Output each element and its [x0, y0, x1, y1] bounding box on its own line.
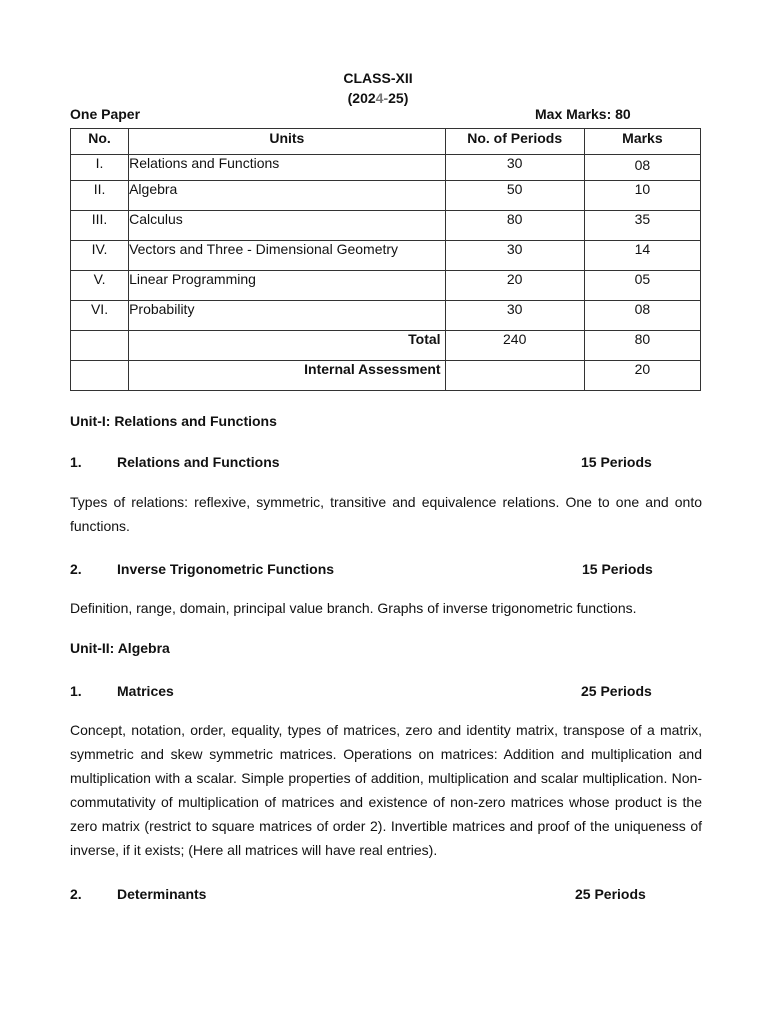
unit1-topic2-periods: 15 Periods [582, 561, 653, 577]
unit2-topic1-body: Concept, notation, order, equality, types of matrices, zero and identity matrix, transpose of a matrix, symmetric and skew symmetric matrices. Operations on matrices: Addition and multiplication and multiplication with a scalar. Simple properties of addition, multiplication and scalar multiplication. Non-commutativity of multiplication of matrices and existence of non-zero matrices whose product is the zero matrix (restrict to square matrices of order 2). Invertible matrices and proof of the uniqueness of inverse, if it exists; (Here all matrices will have real entries). [70, 722, 702, 858]
unit1-topic1-title: Relations and Functions [117, 454, 280, 470]
unit2-topic1-periods: 25 Periods [581, 683, 652, 699]
row-periods: 20 [445, 271, 584, 301]
row-periods: 30 [445, 155, 584, 181]
row-no: IV. [71, 241, 129, 271]
total-no [71, 331, 129, 361]
row-periods: 30 [445, 301, 584, 331]
row-marks: 08 [584, 301, 700, 331]
session-year-close: 25) [388, 90, 409, 106]
unit1-topic2-body: Definition, range, domain, principal value branch. Graphs of inverse trigonometric functions. [70, 600, 637, 616]
row-no: V. [71, 271, 129, 301]
internal-no [71, 361, 129, 391]
row-periods: 30 [445, 241, 584, 271]
row-periods: 80 [445, 211, 584, 241]
row-marks: 08 [584, 155, 700, 181]
header-marks: Marks [584, 129, 700, 155]
row-unit: Probability [129, 301, 446, 331]
total-periods: 240 [445, 331, 584, 361]
row-no: II. [71, 181, 129, 211]
unit2-topic2-number: 2. [70, 886, 82, 902]
unit2-topic2-periods: 25 Periods [575, 886, 646, 902]
total-row [71, 331, 701, 361]
row-periods: 50 [445, 181, 584, 211]
internal-periods [445, 361, 584, 391]
unit1-topic1-body: Types of relations: reflexive, symmetric, transitive and equivalence relations. One to one and onto functions. [70, 494, 702, 534]
unit2-topic2-title: Determinants [117, 886, 207, 902]
unit1-topic1-periods: 15 Periods [581, 454, 652, 470]
session-year-mid: 4- [375, 90, 389, 106]
class-title: CLASS-XII [343, 70, 413, 86]
unit-marks-table [70, 128, 701, 391]
table-row [71, 181, 701, 211]
row-no: VI. [71, 301, 129, 331]
row-unit: Relations and Functions [129, 155, 446, 181]
unit1-topic1-number: 1. [70, 454, 82, 470]
unit1-topic2-number: 2. [70, 561, 82, 577]
header-no: No. [71, 129, 129, 155]
internal-marks: 20 [584, 361, 700, 391]
unit1-heading: Unit-I: Relations and Functions [70, 413, 277, 429]
row-unit: Vectors and Three - Dimensional Geometry [129, 241, 446, 271]
row-no: III. [71, 211, 129, 241]
table-row [71, 241, 701, 271]
total-marks: 80 [584, 331, 700, 361]
internal-label: Internal Assessment [129, 361, 446, 391]
table-row [71, 301, 701, 331]
table-row [71, 271, 701, 301]
session-year [0, 90, 756, 106]
row-marks: 14 [584, 241, 700, 271]
row-no: I. [71, 155, 129, 181]
unit2-topic1-number: 1. [70, 683, 82, 699]
header-units: Units [129, 129, 446, 155]
row-marks: 35 [584, 211, 700, 241]
row-unit: Calculus [129, 211, 446, 241]
total-label: Total [129, 331, 446, 361]
internal-assessment-row [71, 361, 701, 391]
paper-label: One Paper [70, 106, 141, 122]
unit2-heading: Unit-II: Algebra [70, 640, 170, 656]
max-marks: Max Marks: 80 [535, 106, 631, 122]
row-unit: Algebra [129, 181, 446, 211]
session-year-open: (202 [347, 90, 376, 106]
unit2-topic1-title: Matrices [117, 683, 174, 699]
table-row [71, 155, 701, 181]
row-marks: 10 [584, 181, 700, 211]
unit1-topic2-title: Inverse Trigonometric Functions [117, 561, 335, 577]
header-periods: No. of Periods [445, 129, 584, 155]
row-marks: 05 [584, 271, 700, 301]
table-header-row [71, 129, 701, 155]
table-row [71, 211, 701, 241]
row-unit: Linear Programming [129, 271, 446, 301]
